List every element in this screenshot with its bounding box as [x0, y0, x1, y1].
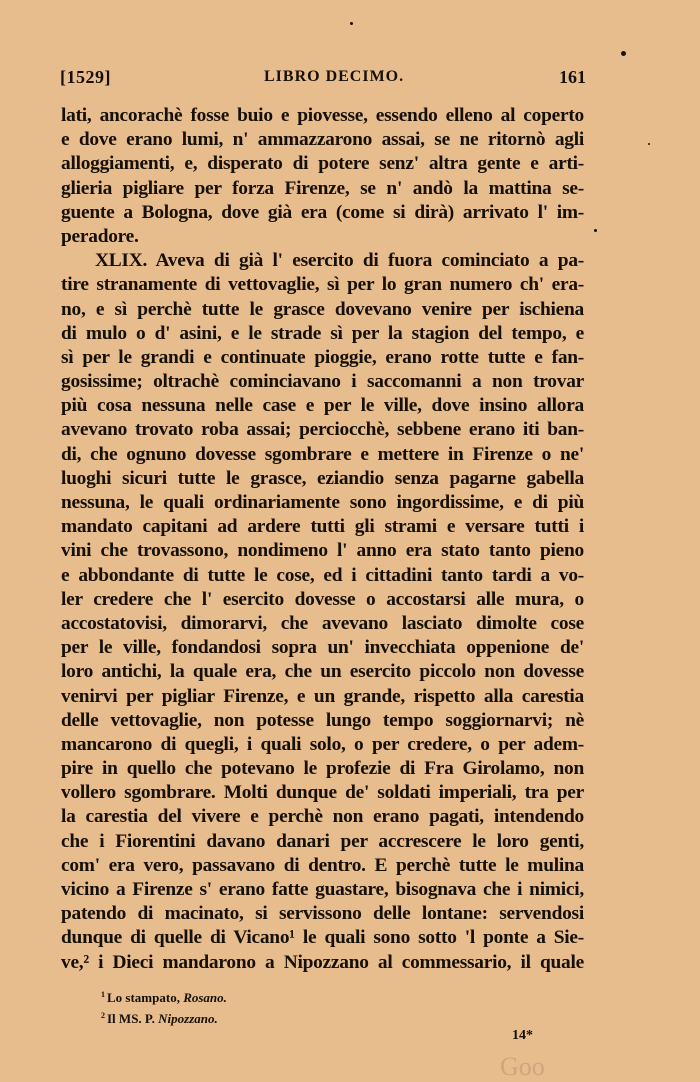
ink-speck: [594, 229, 597, 232]
footnote-text: Lo stampato,: [107, 990, 184, 1005]
text-line: guente a Bologna, dove già era (come si dirà) arrivato l' im-: [61, 201, 584, 223]
text-line: dunque di quelle di Vicano¹ le quali sono sotto 'l ponte a Sie-: [61, 927, 584, 949]
text-line: e abbondante di tutte le cose, ed i cittadini tanto tardi a vo-: [61, 564, 584, 586]
running-head-year: [1529]: [60, 67, 111, 87]
text-line: nessuna, le quali ordinariamente sono ingordissime, e di più: [61, 492, 584, 513]
page-number: 161: [559, 67, 586, 87]
text-line: la carestia del vivere e perchè non erano pagati, intendendo: [61, 806, 584, 828]
text-line: per le ville, fondandosi sopra un' invecchiata oppenione de': [61, 637, 584, 659]
text-line: pire in quello che potevano le profezie di Fra Girolamo, non: [61, 758, 584, 780]
text-line: più cosa nessuna nelle case e per le ville, dove insino allora: [61, 395, 584, 417]
text-line: di, che ognuno dovesse sgombrare e mettere in Firenze o ne': [61, 443, 584, 465]
text-line: tire stranamente di vettovaglie, sì per lo gran numero ch' era-: [61, 274, 584, 296]
text-line: alloggiamenti, e, disperato di potere senz' altra gente e arti-: [61, 153, 584, 175]
signature-mark: 14*: [512, 1028, 533, 1043]
paragraph-start-line: XLIX. Aveva di già l' esercito di fuora cominciato a pa-: [95, 250, 584, 272]
text-line: delle vettovaglie, non potesse lungo tempo soggiornarvi; nè: [61, 709, 584, 731]
text-line: com' era vero, passavano di dentro. E perchè tutte le mulina: [61, 854, 584, 876]
body-text: [61, 104, 584, 975]
footnote-italic: Rosano.: [183, 990, 227, 1005]
text-line: gosissime; oltrachè cominciavano i saccomanni a non trovar: [61, 371, 584, 393]
text-line: loro antichi, la quale era, che un esercito piccolo non dovesse: [61, 661, 584, 683]
text-line: glieria pigliare per forza Firenze, se n' andò la mattina se-: [61, 177, 584, 199]
footnote-marker: 1: [101, 990, 105, 999]
text-line: che i Fiorentini davano danari per accrescere le loro genti,: [61, 830, 584, 852]
running-head: [60, 64, 586, 90]
text-line: ve,² i Dieci mandarono a Nipozzano al commessario, il quale: [61, 951, 584, 973]
footnote-marker: 2: [101, 1011, 105, 1020]
text-line: patendo di macinato, si servissono delle lontane: servendosi: [61, 903, 584, 925]
text-line: e dove erano lumi, n' ammazzarono assai, se ne ritornò agli: [61, 129, 584, 151]
text-line: avevano trovato roba assai; perciocchè, sebbene erano iti ban-: [61, 419, 584, 441]
text-line: no, e sì perchè tutte le grasce dovevano venire per ischiena: [61, 298, 584, 320]
watermark: Goo: [500, 1052, 545, 1081]
text-line: venirvi per pigliar Firenze, e un grande, rispetto alla carestia: [61, 685, 584, 707]
text-line: vicino a Firenze s' erano fatte guastare, bisognava che i nimici,: [61, 879, 584, 900]
text-line: mancarono di quegli, i quali solo, o per credere, o per adem-: [61, 733, 584, 755]
footnotes: [101, 986, 401, 1028]
text-line: lati, ancorachè fosse buio e piovesse, essendo elleno al coperto: [61, 105, 584, 126]
text-line: mandato capitani ad ardere tutti gli strami e versare tutti i: [61, 516, 584, 538]
text-line: ler credere che l' esercito dovesse o accostarsi alle mura, o: [61, 588, 584, 610]
text-line: vollero sgombrare. Molti dunque de' soldati imperiali, tra per: [61, 782, 584, 804]
text-line: sì per le grandi e continuate pioggie, erano rotte tutte e fan-: [61, 346, 584, 368]
ink-speck: [648, 143, 650, 145]
footnote-italic: Nipozzano.: [158, 1011, 218, 1026]
footnote-text: Il MS. P.: [107, 1011, 159, 1026]
text-line: di mulo o d' asini, e le strade sì per la stagion del tempo, e: [61, 322, 584, 344]
footnote-2: [101, 1007, 401, 1028]
text-line: vini che trovassono, nondimeno l' anno era stato tanto pieno: [61, 540, 584, 562]
text-line: peradore.: [61, 225, 139, 247]
ink-speck: [350, 22, 353, 25]
text-line: accostatovisi, dimorarvi, che avevano lasciato dimolte cose: [61, 612, 584, 634]
ink-speck: [621, 51, 626, 56]
footnote-1: [101, 986, 401, 1007]
running-head-title: LIBRO DECIMO.: [264, 68, 405, 85]
text-line: luoghi sicuri tutte le grasce, eziandio senza pagarne gabella: [61, 467, 584, 489]
